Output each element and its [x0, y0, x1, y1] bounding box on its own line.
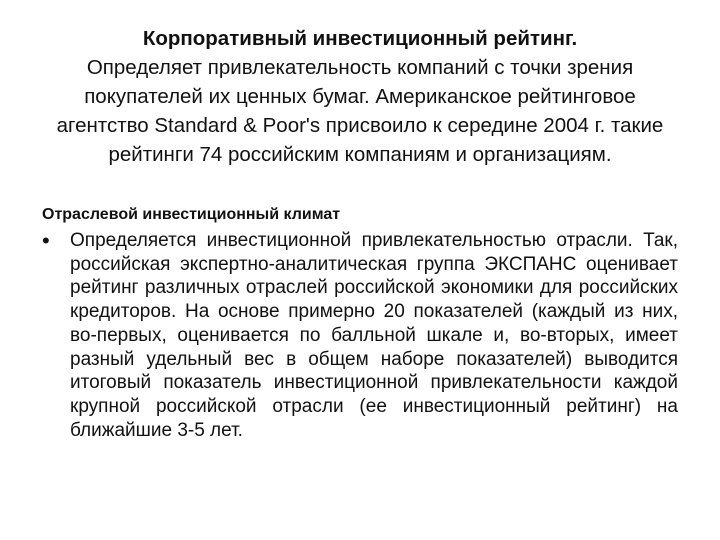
rating-block	[40, 24, 680, 169]
climate-text: Определяется инвестиционной привлекательностью отрасли. Так, российская экспертно-аналитическая группа ЭКСПАНС оценивает рейтинг различных отраслей российской экономики для российских кредиторов. На основе примерно 20 показателей (каждый из них, во-первых, оценивается по балльной шкале и, во-вторых, имеет разный удельный вес в общем наборе показателей) выводится итоговый показатель инвестиционной привлекательности каждой крупной российской отрасли (ее инвестиционный рейтинг) на ближайшие 3-5 лет.	[70, 230, 678, 441]
climate-heading: Отраслевой инвестиционный климат	[42, 206, 341, 223]
rating-heading: Корпоративный инвестиционный рейтинг.	[142, 27, 578, 50]
climate-bullet-item	[42, 229, 678, 442]
bullet-icon: •	[42, 228, 50, 253]
rating-text: Определяет привлекательность компаний с точки зрения покупателей их ценных бумаг. Американское рейтинговое агентство Standard & Poor's присвоило к середине 2004 г. такие рейтинги 74 российским компаниям и организациям.	[56, 56, 664, 166]
